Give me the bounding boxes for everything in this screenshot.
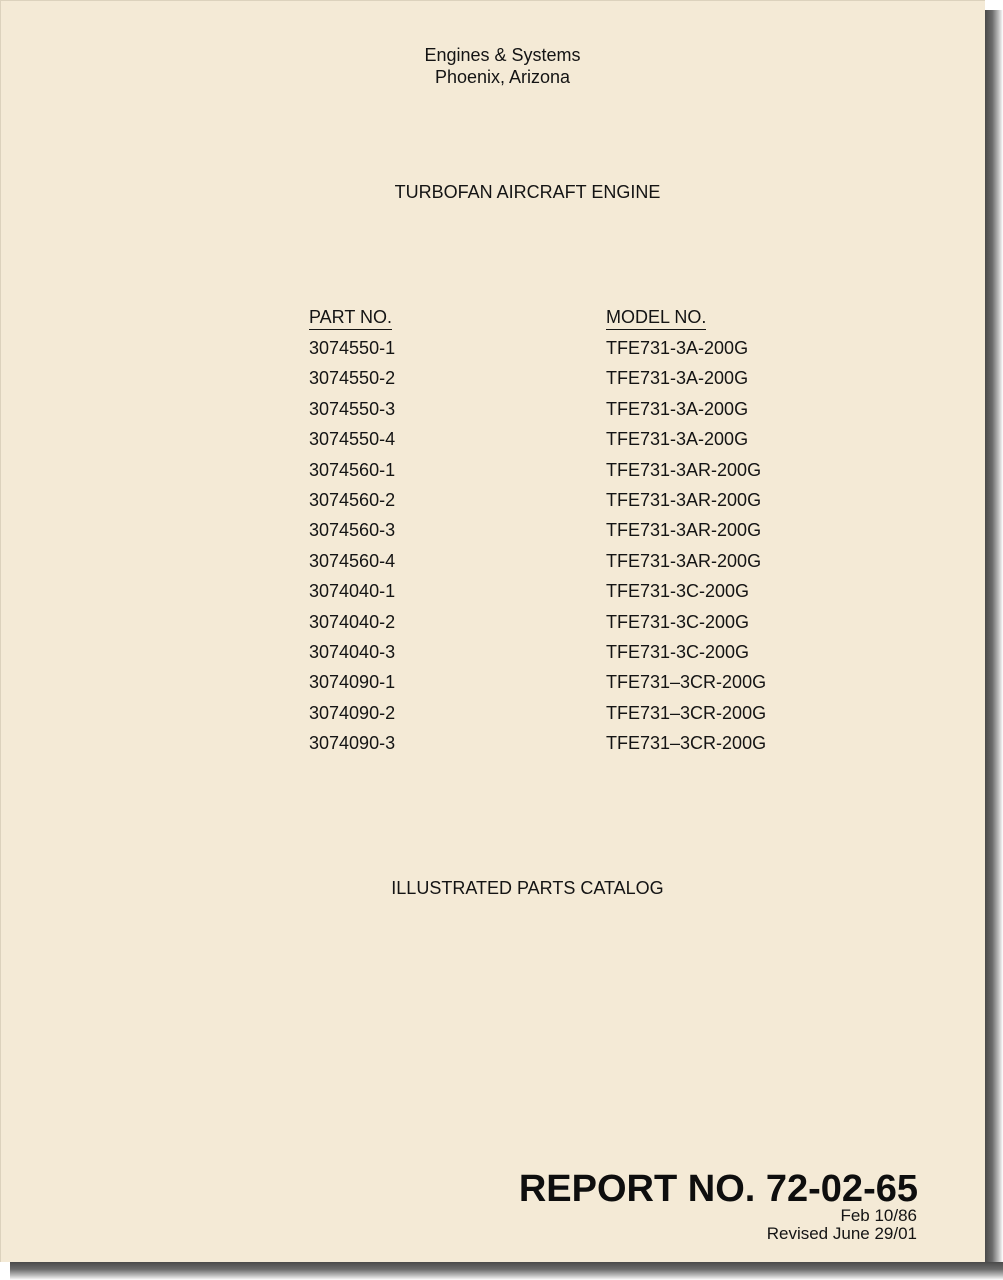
table-row [1,702,1003,724]
model-number-cell: TFE731-3AR-200G [606,550,762,571]
catalog-title: ILLUSTRATED PARTS CATALOG [391,878,664,898]
table-row [1,732,1003,754]
header [1,44,1003,88]
model-number-cell: TFE731-3A-200G [606,338,749,358]
model-number-cell: TFE731-3A-200G [606,429,749,450]
part-number-cell: 3074550-2 [309,368,396,389]
page-shadow-right [985,10,1003,1280]
part-number-cell: 3074550-1 [309,338,396,358]
table-row [1,611,1003,633]
part-number-cell: 3074560-2 [309,490,396,510]
page-shadow-bottom [10,1262,1003,1280]
part-number-cell: 3074040-2 [309,611,396,632]
model-number-cell: TFE731-3A-200G [606,368,749,389]
table-row [1,580,1003,602]
model-number-cell: TFE731-3AR-200G [606,520,762,541]
model-number-cell: TFE731-3AR-200G [606,490,762,510]
model-number-cell: TFE731-3C-200G [606,611,750,632]
company-name: Engines & Systems [424,45,581,65]
model-number-cell: TFE731–3CR-200G [606,733,767,754]
issue-date: Feb 10/86 [840,1206,917,1225]
table-row [1,641,1003,663]
table-row [1,428,1003,450]
model-number-cell: TFE731–3CR-200G [606,702,767,723]
table-row [1,489,1003,511]
table-row [1,519,1003,541]
table-row [1,337,1003,359]
table-row [1,550,1003,572]
model-number-cell: TFE731–3CR-200G [606,672,767,693]
revision-date: Revised June 29/01 [766,1224,917,1243]
table-row [1,398,1003,420]
model-number-cell: TFE731-3A-200G [606,398,749,419]
part-number-cell: 3074040-1 [309,581,396,602]
part-number-cell: 3074040-3 [309,642,396,662]
report-number: REPORT NO. 72-02-65 [518,1168,918,1210]
part-number-cell: 3074550-3 [309,398,396,419]
model-number-header: MODEL NO. [606,306,706,330]
model-number-cell: TFE731-3C-200G [606,581,750,602]
part-number-cell: 3074550-4 [309,429,396,450]
part-number-header: PART NO. [309,306,392,330]
part-number-cell: 3074560-1 [309,459,396,480]
part-number-cell: 3074090-3 [309,733,396,754]
model-number-cell: TFE731-3AR-200G [606,459,762,480]
document-title: TURBOFAN AIRCRAFT ENGINE [394,182,661,202]
part-number-cell: 3074090-2 [309,702,396,723]
part-number-cell: 3074090-1 [309,672,396,693]
table-row [1,459,1003,481]
table-row [1,367,1003,389]
company-location: Phoenix, Arizona [434,67,571,87]
table-row [1,671,1003,693]
part-number-cell: 3074560-4 [309,550,396,571]
part-number-cell: 3074560-3 [309,520,396,541]
model-number-cell: TFE731-3C-200G [606,642,750,662]
